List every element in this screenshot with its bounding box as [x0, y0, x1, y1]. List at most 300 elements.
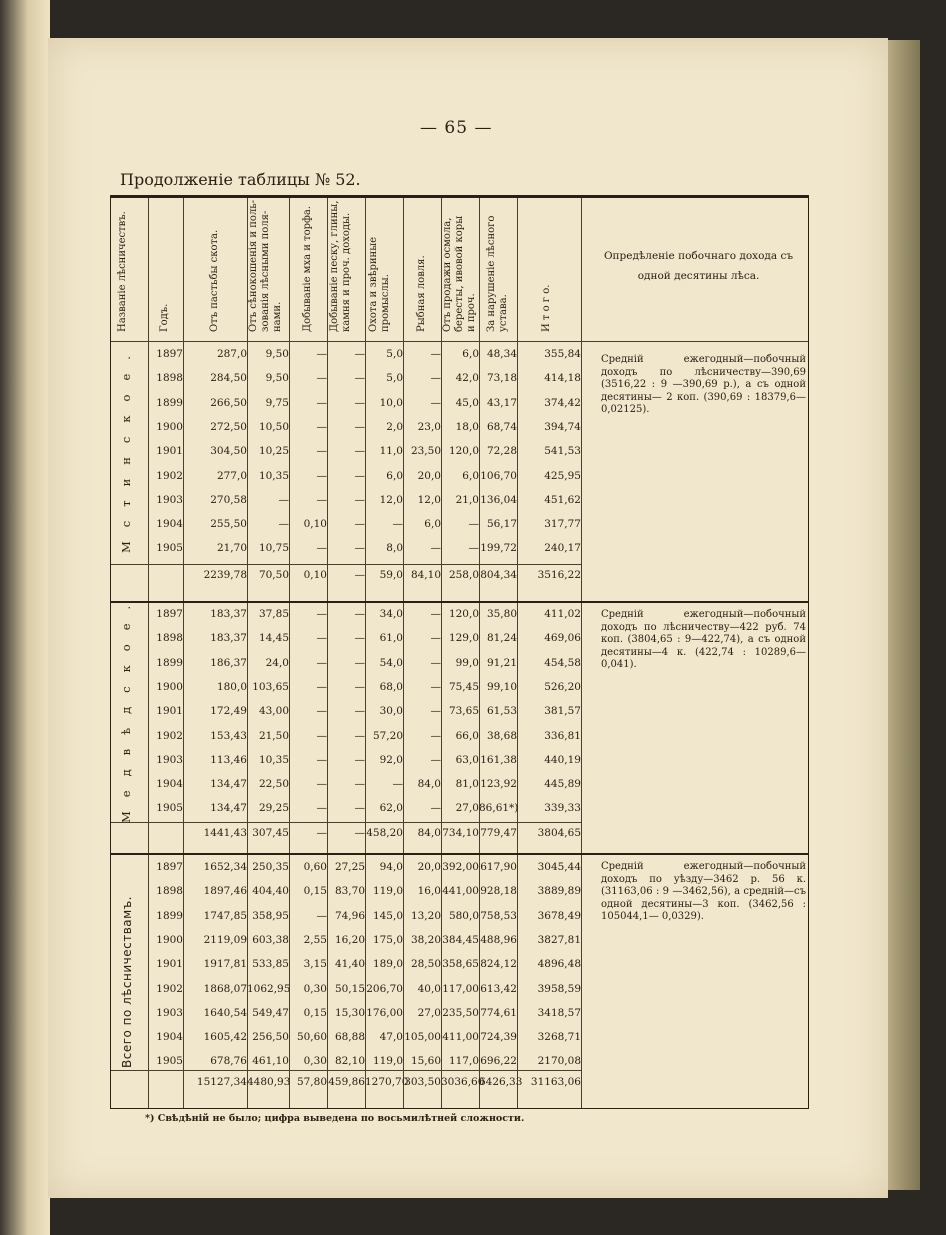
value-cell: 526,20 — [544, 680, 581, 693]
value-cell: — — [316, 778, 327, 791]
value-cell: — — [430, 396, 441, 409]
value-cell: 336,81 — [544, 729, 581, 742]
value-cell: 22,50 — [258, 778, 289, 791]
year-cell: 1899 — [156, 656, 183, 669]
year-cell: 1904 — [156, 778, 183, 791]
value-cell: 724,39 — [480, 1031, 517, 1044]
section-name-medvedskoe: Медвѣдское. — [119, 591, 133, 823]
value-cell: 153,43 — [210, 729, 247, 742]
value-cell: — — [354, 493, 365, 506]
year-cell: 1904 — [156, 1031, 183, 1044]
value-cell: 172,49 — [210, 705, 247, 718]
value-cell: 10,75 — [258, 542, 289, 555]
value-cell: 9,50 — [265, 348, 289, 360]
value-cell: 5,0 — [386, 372, 403, 385]
value-cell: 394,74 — [544, 420, 581, 433]
value-cell: 129,0 — [448, 632, 479, 645]
table-row — [111, 348, 581, 370]
year-cell: 1900 — [156, 680, 183, 693]
section-note: Средній ежегодный—побочный доходъ по лѣсничеству—390,69 (3516,22 : 9 —390,69 р.), а съ одной десятины— 2 коп. (390,69 : 18379,6—0,02125). — [601, 354, 806, 415]
value-cell: 6,0 — [386, 469, 403, 482]
total-row — [111, 569, 581, 591]
header-haymaking: Отъ сѣнокошенія и поль- зованія лѣсными поля- нами. — [248, 199, 283, 332]
value-cell: 1917,81 — [203, 958, 247, 971]
year-cell: 1904 — [156, 518, 183, 531]
value-cell: 678,76 — [210, 1055, 247, 1068]
value-cell: 21,50 — [258, 729, 289, 742]
value-cell: 358,95 — [252, 909, 289, 922]
table-row — [111, 608, 581, 630]
value-cell: 1605,42 — [203, 1031, 247, 1044]
year-cell: 1899 — [156, 909, 183, 922]
value-cell: 469,06 — [544, 632, 581, 645]
table-row — [111, 1055, 581, 1077]
value-cell: 30,0 — [379, 705, 403, 718]
table-row — [111, 657, 581, 679]
value-cell: 10,50 — [258, 420, 289, 433]
total-cell: 15127,34 — [196, 1076, 247, 1088]
year-cell: 1898 — [156, 885, 183, 898]
value-cell: 9,75 — [265, 396, 289, 409]
value-cell: — — [354, 348, 365, 360]
value-cell: 41,40 — [334, 958, 365, 971]
table-row — [111, 1007, 581, 1029]
value-cell: 176,00 — [366, 1006, 403, 1019]
table-row — [111, 518, 581, 540]
year-cell: 1899 — [156, 396, 183, 409]
value-cell: 2,55 — [303, 933, 327, 946]
total-cell: 84,0 — [417, 827, 441, 839]
value-cell: 3268,71 — [537, 1031, 581, 1044]
total-cell: 804,34 — [480, 569, 517, 581]
value-cell: 15,30 — [334, 1006, 365, 1019]
value-cell: — — [316, 445, 327, 458]
value-cell: 56,17 — [486, 518, 517, 531]
value-cell: 103,65 — [252, 680, 289, 693]
value-cell: — — [354, 778, 365, 791]
total-cell: — — [354, 827, 365, 839]
value-cell: 82,10 — [334, 1055, 365, 1068]
value-cell: 461,10 — [252, 1055, 289, 1068]
value-cell: — — [468, 518, 479, 531]
total-cell: 3804,65 — [537, 827, 581, 839]
value-cell: — — [316, 680, 327, 693]
value-cell: 358,65 — [442, 958, 479, 971]
value-cell: 533,85 — [252, 958, 289, 971]
value-cell: 136,04 — [480, 493, 517, 506]
value-cell: 119,0 — [372, 885, 403, 898]
value-cell: 440,19 — [544, 753, 581, 766]
value-cell: 34,0 — [379, 608, 403, 620]
value-cell: 66,0 — [455, 729, 479, 742]
year-cell: 1902 — [156, 729, 183, 742]
value-cell: 10,0 — [379, 396, 403, 409]
value-cell: — — [316, 608, 327, 620]
value-cell: 37,85 — [258, 608, 289, 620]
value-cell: 50,60 — [296, 1031, 327, 1044]
value-cell: 14,45 — [258, 632, 289, 645]
value-cell: 411,00 — [442, 1031, 479, 1044]
table-row — [111, 754, 581, 776]
value-cell: 23,50 — [410, 445, 441, 458]
value-cell: 24,0 — [265, 656, 289, 669]
value-cell: 43,17 — [486, 396, 517, 409]
value-cell: 12,0 — [379, 493, 403, 506]
table-row — [111, 397, 581, 419]
value-cell: 392,00 — [442, 861, 479, 873]
year-cell: 1901 — [156, 958, 183, 971]
value-cell: 287,0 — [216, 348, 247, 360]
value-cell: 120,0 — [448, 608, 479, 620]
table-row — [111, 885, 581, 907]
value-cell: 73,65 — [448, 705, 479, 718]
year-cell: 1900 — [156, 420, 183, 433]
value-cell: 134,47 — [210, 778, 247, 791]
value-cell: 27,0 — [455, 802, 479, 815]
value-cell: 613,42 — [480, 982, 517, 995]
total-cell: 2239,78 — [203, 569, 247, 581]
value-cell: 12,0 — [417, 493, 441, 506]
value-cell: 42,0 — [455, 372, 479, 385]
year-cell: 1898 — [156, 632, 183, 645]
value-cell: — — [316, 348, 327, 360]
value-cell: 27,0 — [417, 1006, 441, 1019]
table-row — [111, 958, 581, 980]
value-cell: 186,37 — [210, 656, 247, 669]
value-cell: 304,50 — [210, 445, 247, 458]
header-fishing: Рыбная ловля. — [416, 255, 427, 332]
value-cell: 92,0 — [379, 753, 403, 766]
value-cell: 81,0 — [455, 778, 479, 791]
year-cell: 1897 — [156, 348, 183, 360]
year-cell: 1903 — [156, 1006, 183, 1019]
value-cell: 488,96 — [480, 933, 517, 946]
value-cell: 0,10 — [303, 518, 327, 531]
value-cell: 10,35 — [258, 469, 289, 482]
value-cell: 235,50 — [442, 1006, 479, 1019]
value-cell: 255,50 — [210, 518, 247, 531]
table-row — [111, 778, 581, 800]
header-note: Опредѣленіе побочнаго дохода съ одной десятины лѣса. — [603, 250, 794, 282]
table-row — [111, 730, 581, 752]
value-cell: 355,84 — [544, 348, 581, 360]
value-cell: 15,60 — [410, 1055, 441, 1068]
table-row — [111, 421, 581, 443]
year-cell: 1905 — [156, 802, 183, 815]
value-cell: 61,53 — [486, 705, 517, 718]
value-cell: 3889,89 — [537, 885, 581, 898]
value-cell: 18,0 — [455, 420, 479, 433]
value-cell: 9,50 — [265, 372, 289, 385]
value-cell: 3045,44 — [537, 861, 581, 873]
value-cell: 617,90 — [480, 861, 517, 873]
value-cell: — — [316, 656, 327, 669]
value-cell: 11,0 — [379, 445, 403, 458]
value-cell: 68,88 — [334, 1031, 365, 1044]
value-cell: — — [392, 518, 403, 531]
value-cell: — — [430, 348, 441, 360]
value-cell: 549,47 — [252, 1006, 289, 1019]
value-cell: 339,33 — [544, 802, 581, 815]
value-cell: — — [430, 753, 441, 766]
year-cell: 1897 — [156, 861, 183, 873]
value-cell: — — [354, 518, 365, 531]
value-cell: 374,42 — [544, 396, 581, 409]
table-row — [111, 910, 581, 932]
value-cell: — — [316, 753, 327, 766]
value-cell: 5,0 — [386, 348, 403, 360]
value-cell: 541,53 — [544, 445, 581, 458]
value-cell: 0,60 — [303, 861, 327, 873]
value-cell: 1747,85 — [203, 909, 247, 922]
table-row — [111, 542, 581, 564]
value-cell: 84,0 — [417, 778, 441, 791]
page-number: — 65 — — [420, 118, 493, 138]
value-cell: 16,0 — [417, 885, 441, 898]
value-cell: — — [354, 445, 365, 458]
value-cell: 384,45 — [442, 933, 479, 946]
value-cell: 189,0 — [372, 958, 403, 971]
value-cell: 180,0 — [216, 680, 247, 693]
value-cell: 240,17 — [544, 542, 581, 555]
value-cell: — — [354, 802, 365, 815]
total-cell: 3036,60 — [441, 1076, 485, 1088]
year-cell: 1900 — [156, 933, 183, 946]
table-row — [111, 494, 581, 516]
value-cell: 68,74 — [486, 420, 517, 433]
value-cell: 62,0 — [379, 802, 403, 815]
value-cell: 134,47 — [210, 802, 247, 815]
total-cell: 1270,70 — [365, 1076, 409, 1088]
header-total: И т о г о. — [541, 284, 552, 332]
value-cell: 13,20 — [410, 909, 441, 922]
total-cell: 84,10 — [410, 569, 441, 581]
value-cell: 3,15 — [303, 958, 327, 971]
table-row — [111, 632, 581, 654]
value-cell: 3827,81 — [537, 933, 581, 946]
value-cell: — — [468, 542, 479, 555]
total-cell: 459,86 — [328, 1076, 365, 1088]
value-cell: — — [430, 632, 441, 645]
value-cell: 105,00 — [404, 1031, 441, 1044]
value-cell: 270,58 — [210, 493, 247, 506]
value-cell: 68,0 — [379, 680, 403, 693]
value-cell: 277,0 — [216, 469, 247, 482]
value-cell: 454,58 — [544, 656, 581, 669]
header-sand-clay: Добываніе песку, глины, камня и проч. доходы. — [329, 200, 352, 332]
column-rule — [581, 198, 582, 1108]
value-cell: 10,25 — [258, 445, 289, 458]
value-cell: — — [316, 469, 327, 482]
value-cell: 75,45 — [448, 680, 479, 693]
value-cell: 206,70 — [366, 982, 403, 995]
value-cell: 4896,48 — [537, 958, 581, 971]
value-cell: 21,0 — [455, 493, 479, 506]
value-cell: 45,0 — [455, 396, 479, 409]
value-cell: 86,61*) — [479, 802, 519, 815]
value-cell: 120,0 — [448, 445, 479, 458]
value-cell: 2170,08 — [537, 1055, 581, 1068]
value-cell: — — [430, 680, 441, 693]
year-cell: 1902 — [156, 469, 183, 482]
value-cell: 40,0 — [417, 982, 441, 995]
year-cell: 1901 — [156, 705, 183, 718]
value-cell: 113,46 — [210, 753, 247, 766]
header-hunting: Охота и звѣриные промыслы. — [368, 236, 391, 332]
header-moss-peat: Добываніе мха и торфа. — [302, 205, 313, 332]
table-row — [111, 861, 581, 883]
value-cell: 61,0 — [379, 632, 403, 645]
value-cell: — — [354, 656, 365, 669]
total-cell: 0,10 — [303, 569, 327, 581]
total-cell: 31163,06 — [530, 1076, 581, 1088]
value-cell: — — [278, 518, 289, 531]
value-cell: 758,53 — [480, 909, 517, 922]
value-cell: — — [392, 778, 403, 791]
value-cell: 20,0 — [417, 861, 441, 873]
value-cell: 81,24 — [486, 632, 517, 645]
value-cell: 0,15 — [303, 1006, 327, 1019]
value-cell: 119,0 — [372, 1055, 403, 1068]
value-cell: — — [430, 729, 441, 742]
table-row — [111, 983, 581, 1005]
value-cell: 580,0 — [448, 909, 479, 922]
value-cell: 3678,49 — [537, 909, 581, 922]
value-cell: 2,0 — [386, 420, 403, 433]
value-cell: — — [316, 493, 327, 506]
total-cell: — — [354, 569, 365, 581]
value-cell: — — [316, 729, 327, 742]
total-cell: — — [316, 827, 327, 839]
value-cell: 123,92 — [480, 778, 517, 791]
section-name-mstinskoe: Мстинское. — [119, 342, 133, 553]
value-cell: — — [316, 372, 327, 385]
value-cell: 774,61 — [480, 1006, 517, 1019]
value-cell: 250,35 — [252, 861, 289, 873]
section-note: Средній ежегодный—побочный доходъ по лѣсничеству—422 руб. 74 коп. (3804,65 : 9—422,74), а съ одной десятины—4 к. (422,74 : 10289,6— 0,041). — [601, 609, 806, 670]
value-cell: — — [354, 608, 365, 620]
value-cell: 1062,95 — [247, 982, 291, 995]
facing-page-edge — [0, 0, 50, 1235]
value-cell: 99,0 — [455, 656, 479, 669]
value-cell: 266,50 — [210, 396, 247, 409]
header-resin-bark: Отъ продажи осмола, бересты, ивовой коры и проч. — [442, 215, 477, 332]
value-cell: — — [316, 420, 327, 433]
section-name-total: Всего по лѣсничествамъ. — [120, 896, 134, 1068]
value-cell: 16,20 — [334, 933, 365, 946]
value-cell: 10,35 — [258, 753, 289, 766]
value-cell: 824,12 — [480, 958, 517, 971]
value-cell: 0,15 — [303, 885, 327, 898]
section-rule — [111, 853, 808, 855]
section-rule — [111, 601, 808, 603]
value-cell: 928,18 — [480, 885, 517, 898]
value-cell: 99,10 — [486, 680, 517, 693]
value-cell: — — [354, 753, 365, 766]
year-cell: 1905 — [156, 542, 183, 555]
value-cell: — — [316, 632, 327, 645]
value-cell: 50,15 — [334, 982, 365, 995]
value-cell: 29,25 — [258, 802, 289, 815]
value-cell: — — [430, 372, 441, 385]
value-cell: — — [354, 705, 365, 718]
value-cell: — — [354, 729, 365, 742]
total-cell: 57,80 — [296, 1076, 327, 1088]
value-cell: 28,50 — [410, 958, 441, 971]
table-row — [111, 681, 581, 703]
value-cell: 6,0 — [462, 348, 479, 360]
value-cell: 445,89 — [544, 778, 581, 791]
total-cell: 6426,33 — [479, 1076, 523, 1088]
total-cell: 303,50 — [404, 1076, 441, 1088]
value-cell: 272,50 — [210, 420, 247, 433]
value-cell: — — [354, 680, 365, 693]
value-cell: 47,0 — [379, 1031, 403, 1044]
value-cell: — — [430, 608, 441, 620]
value-cell: 404,40 — [252, 885, 289, 898]
value-cell: — — [278, 493, 289, 506]
table-row — [111, 470, 581, 492]
value-cell: 3418,57 — [537, 1006, 581, 1019]
footnote-rule — [110, 1108, 190, 1109]
table-row — [111, 445, 581, 467]
header-name: Названіе лѣсничествъ. — [117, 211, 128, 332]
value-cell: 414,18 — [544, 372, 581, 385]
value-cell: 48,34 — [486, 348, 517, 360]
value-cell: 72,28 — [486, 445, 517, 458]
total-cell: 779,47 — [480, 827, 517, 839]
header-year: Годъ. — [159, 303, 170, 332]
value-cell: 38,20 — [410, 933, 441, 946]
value-cell: 74,96 — [334, 909, 365, 922]
value-cell: 1897,46 — [203, 885, 247, 898]
value-cell: — — [430, 656, 441, 669]
value-cell: 2119,09 — [203, 933, 247, 946]
value-cell: 94,0 — [379, 861, 403, 873]
value-cell: 63,0 — [455, 753, 479, 766]
value-cell: 117,00 — [442, 982, 479, 995]
value-cell: 0,30 — [303, 982, 327, 995]
table-row — [111, 705, 581, 727]
value-cell: 6,0 — [462, 469, 479, 482]
value-cell: 411,02 — [544, 608, 581, 620]
value-cell: — — [354, 396, 365, 409]
value-cell: — — [316, 705, 327, 718]
value-cell: — — [354, 420, 365, 433]
total-cell: 3516,22 — [537, 569, 581, 581]
value-cell: — — [430, 542, 441, 555]
header-violations: За нарушеніе лѣсного устава. — [486, 215, 509, 332]
value-cell: 1640,54 — [203, 1006, 247, 1019]
data-table — [110, 195, 809, 1109]
value-cell: — — [316, 909, 327, 922]
value-cell: 1652,34 — [203, 861, 247, 873]
value-cell: — — [354, 542, 365, 555]
value-cell: 20,0 — [417, 469, 441, 482]
value-cell: 27,25 — [334, 861, 365, 873]
value-cell: 441,00 — [442, 885, 479, 898]
year-cell: 1902 — [156, 982, 183, 995]
value-cell: — — [430, 705, 441, 718]
total-cell: 307,45 — [252, 827, 289, 839]
value-cell: 43,00 — [258, 705, 289, 718]
value-cell: 23,0 — [417, 420, 441, 433]
total-cell: 458,20 — [366, 827, 403, 839]
total-cell: 258,0 — [448, 569, 479, 581]
value-cell: 6,0 — [424, 518, 441, 531]
value-cell: 317,77 — [544, 518, 581, 531]
year-cell: 1897 — [156, 608, 183, 620]
